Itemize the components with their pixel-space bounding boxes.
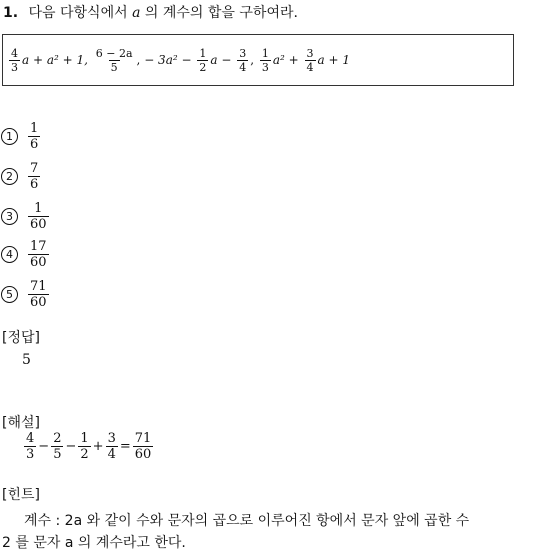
choice-fraction xyxy=(28,162,40,191)
denominator: 4 xyxy=(306,60,314,74)
operator: − xyxy=(65,439,77,454)
choice-marker: 3 xyxy=(1,208,18,225)
choice-fraction xyxy=(28,240,49,269)
equals-sign: = xyxy=(119,439,131,454)
numerator: 2 xyxy=(53,431,62,446)
fraction xyxy=(197,48,208,73)
question xyxy=(3,2,298,22)
fraction xyxy=(24,432,36,461)
fraction xyxy=(51,432,63,461)
choice-fraction xyxy=(28,122,40,151)
explanation-label: [해설] xyxy=(2,415,40,431)
numerator: 71 xyxy=(30,279,47,294)
polynomial-box xyxy=(2,34,514,86)
polynomial-3 xyxy=(144,48,254,73)
numerator: 3 xyxy=(306,46,314,60)
numerator: 1 xyxy=(30,121,39,136)
numerator: 6 − 2a xyxy=(95,46,133,60)
numerator: 1 xyxy=(34,201,43,216)
numerator: 7 xyxy=(30,161,39,176)
fraction xyxy=(237,48,248,73)
polynomial-4 xyxy=(258,48,350,73)
choice-4[interactable] xyxy=(1,240,51,269)
choice-1[interactable] xyxy=(1,122,42,151)
answer-value: 5 xyxy=(22,352,31,368)
choice-marker: 4 xyxy=(1,246,18,263)
polynomial-3-rest: , xyxy=(250,52,255,67)
polynomial-4-rest: a + 1 xyxy=(317,52,351,67)
polynomial-1 xyxy=(7,48,88,73)
denominator: 60 xyxy=(30,255,47,270)
denominator: 60 xyxy=(134,447,152,462)
numerator: 1 xyxy=(261,46,269,60)
answer-label: [정답] xyxy=(2,330,40,346)
fraction xyxy=(78,432,90,461)
fraction xyxy=(9,48,20,73)
operator: + xyxy=(92,439,104,454)
denominator: 60 xyxy=(30,295,47,310)
operator: − xyxy=(38,439,50,454)
fraction xyxy=(94,48,135,73)
denominator: 4 xyxy=(107,447,116,462)
denominator: 4 xyxy=(239,60,247,74)
choice-5[interactable] xyxy=(1,280,51,309)
question-number: 1. xyxy=(3,5,19,21)
question-text-after: 의 계수의 합을 구하여라. xyxy=(144,5,298,21)
denominator: 3 xyxy=(261,60,269,74)
fraction xyxy=(260,48,271,73)
polynomial-3-mid: a − xyxy=(210,52,232,67)
hint-line-2: 2 를 문자 a 의 계수라고 한다. xyxy=(2,535,186,551)
choice-marker: 1 xyxy=(1,128,18,145)
choice-marker: 5 xyxy=(1,286,18,303)
fraction xyxy=(106,432,118,461)
denominator: 3 xyxy=(11,60,18,74)
question-variable: a xyxy=(132,5,141,21)
denominator: 60 xyxy=(30,217,47,232)
choice-fraction xyxy=(28,280,49,309)
denominator: 2 xyxy=(199,60,207,74)
polynomial-3-lead: − 3a² − xyxy=(144,52,192,67)
denominator: 2 xyxy=(80,447,89,462)
fraction xyxy=(133,432,154,461)
choice-marker: 2 xyxy=(1,168,18,185)
explanation-equation xyxy=(22,432,155,461)
numerator: 3 xyxy=(107,431,116,446)
denominator: 6 xyxy=(30,137,39,152)
denominator: 3 xyxy=(26,447,35,462)
numerator: 17 xyxy=(30,239,47,254)
question-text-before: 다음 다항식에서 xyxy=(28,5,128,21)
choice-3[interactable] xyxy=(1,202,51,231)
choice-2[interactable] xyxy=(1,162,42,191)
denominator: 6 xyxy=(30,177,39,192)
numerator: 3 xyxy=(239,46,247,60)
polynomial-2-rest: , xyxy=(136,52,141,67)
numerator: 1 xyxy=(80,431,89,446)
numerator: 4 xyxy=(26,431,35,446)
numerator: 1 xyxy=(199,46,207,60)
choice-fraction xyxy=(28,202,49,231)
hint-line-1: 계수 : 2a 와 같이 수와 문자의 곱으로 이루어진 항에서 문자 앞에 곱한 수 xyxy=(24,513,470,529)
denominator: 5 xyxy=(110,60,118,74)
numerator: 71 xyxy=(134,431,152,446)
polynomial-4-mid: a² + xyxy=(272,52,299,67)
fraction xyxy=(305,48,316,73)
polynomial-1-rest: a + a² + 1, xyxy=(22,52,88,67)
numerator: 4 xyxy=(11,46,18,60)
denominator: 5 xyxy=(53,447,62,462)
hint-label: [힌트] xyxy=(2,487,40,503)
polynomial-2 xyxy=(92,48,141,73)
